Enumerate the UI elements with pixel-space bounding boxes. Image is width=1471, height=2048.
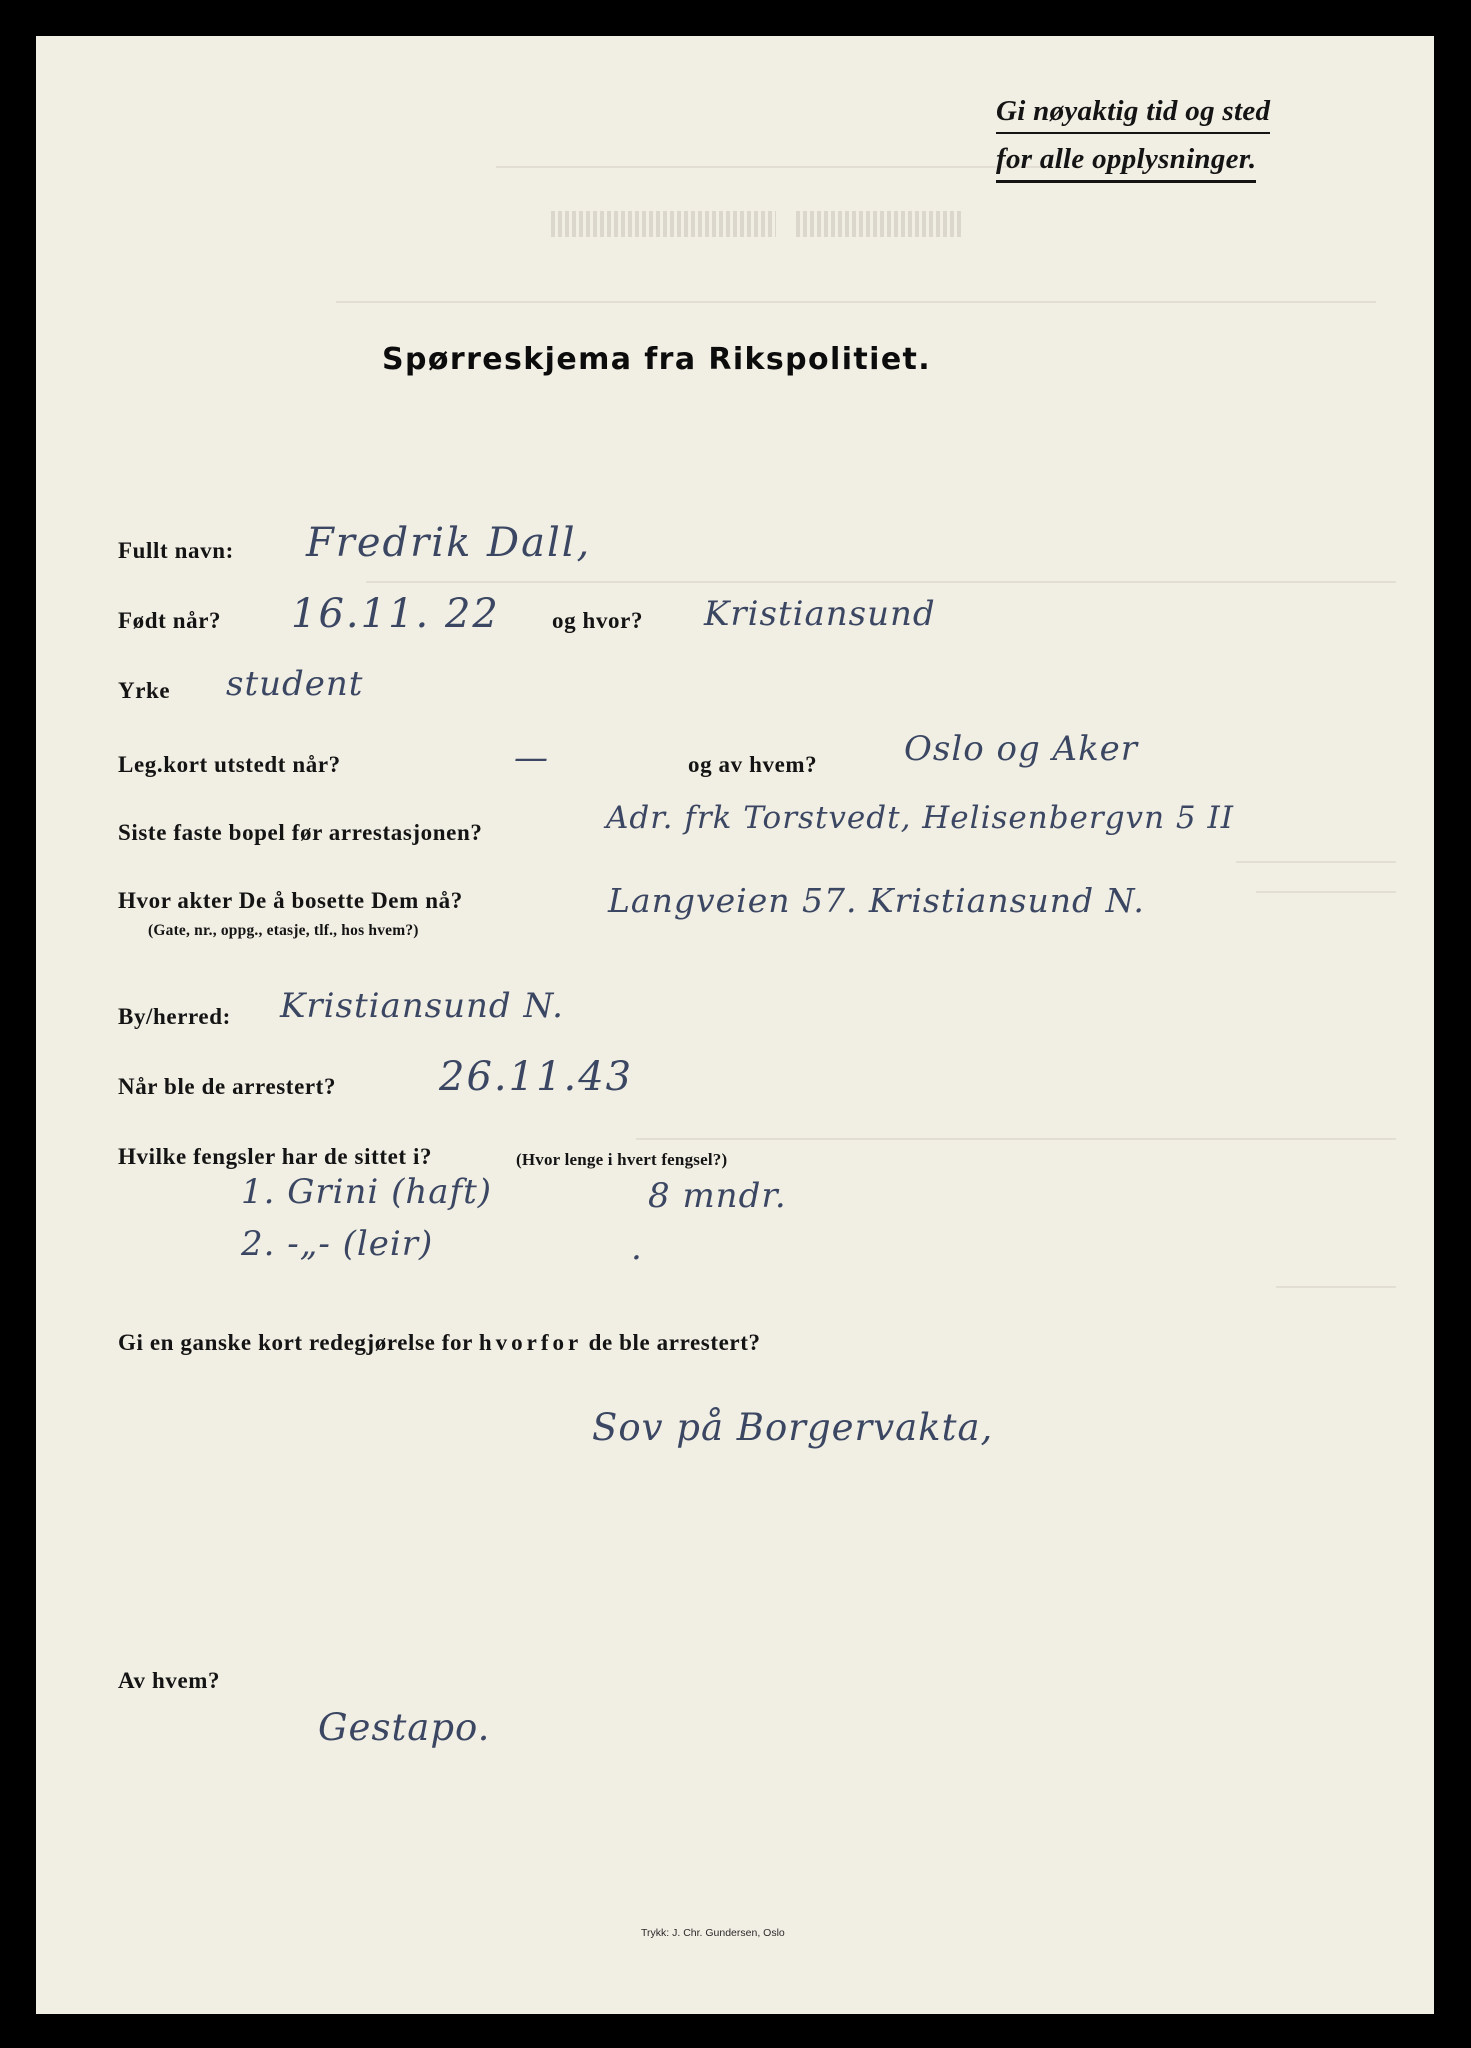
full-name-label: Fullt navn:	[118, 538, 234, 563]
full-name-value: Fredrik Dall,	[306, 520, 592, 566]
occupation-value: student	[226, 664, 364, 704]
bleed-through-line	[366, 581, 1396, 583]
last-address-label: Siste faste bopel før arrestasjonen?	[118, 820, 483, 845]
bleed-through-mark	[796, 211, 961, 237]
last-address-value: Adr. frk Torstvedt, Helisenbergvn 5 II	[606, 800, 1234, 836]
bleed-through-line	[496, 166, 1056, 168]
reason-label-emphasis: hvorfor	[478, 1330, 583, 1355]
born-where-label: og hvor?	[552, 608, 644, 633]
idcard-when-value: —	[514, 738, 549, 778]
reason-label	[118, 1330, 761, 1356]
occupation-label: Yrke	[118, 678, 171, 703]
by-whom-label: Av hvem?	[118, 1668, 221, 1693]
born-when-label: Født når?	[118, 608, 222, 633]
bleed-through-line	[1276, 1286, 1396, 1288]
prisons-label: Hvilke fengsler har de sittet i?	[118, 1144, 433, 1169]
prison-duration: .	[631, 1228, 643, 1268]
idcard-by-label: og av hvem?	[688, 752, 818, 777]
municipality-value: Kristiansund N.	[280, 986, 564, 1026]
by-whom-value: Gestapo.	[318, 1706, 491, 1749]
prison-duration: 8 mndr.	[648, 1176, 787, 1216]
municipality-label: By/herred:	[118, 1004, 231, 1029]
bleed-through-line	[336, 301, 1376, 303]
reason-value: Sov på Borgervakta,	[592, 1406, 994, 1449]
born-where-value: Kristiansund	[704, 594, 936, 634]
notice-line-1: Gi nøyaktig tid og sted	[996, 94, 1270, 134]
idcard-when-label: Leg.kort utstedt når?	[118, 752, 341, 777]
bleed-through-line	[1256, 891, 1396, 893]
notice-line-2: for alle opplysninger.	[996, 142, 1256, 183]
born-when-value: 16.11. 22	[291, 591, 500, 637]
idcard-by-value: Oslo og Aker	[904, 729, 1139, 769]
arrested-when-value: 26.11.43	[439, 1054, 634, 1100]
settle-value: Langveien 57. Kristiansund N.	[608, 881, 1145, 920]
prisons-hint: (Hvor lenge i hvert fengsel?)	[516, 1150, 728, 1169]
bleed-through-mark	[551, 211, 776, 237]
bleed-through-line	[636, 1138, 1396, 1140]
instruction-notice	[996, 94, 1270, 183]
prison-entry: 1. Grini (haft)	[241, 1172, 493, 1212]
settle-hint: (Gate, nr., oppg., etasje, tlf., hos hvem?)	[148, 922, 419, 939]
reason-label-end: de ble arrestert?	[588, 1330, 761, 1355]
settle-label: Hvor akter De å bosette Dem nå?	[118, 888, 463, 913]
reason-label-start: Gi en ganske kort redegjørelse for	[118, 1330, 473, 1355]
printer-imprint: Trykk: J. Chr. Gundersen, Oslo	[641, 1927, 785, 1939]
form-title: Spørreskjema fra Rikspolitiet.	[382, 342, 932, 377]
prison-entry: 2. -„- (leir)	[241, 1224, 434, 1264]
arrested-when-label: Når ble de arrestert?	[118, 1074, 337, 1099]
bleed-through-line	[1236, 861, 1396, 863]
document-page	[36, 36, 1434, 2014]
